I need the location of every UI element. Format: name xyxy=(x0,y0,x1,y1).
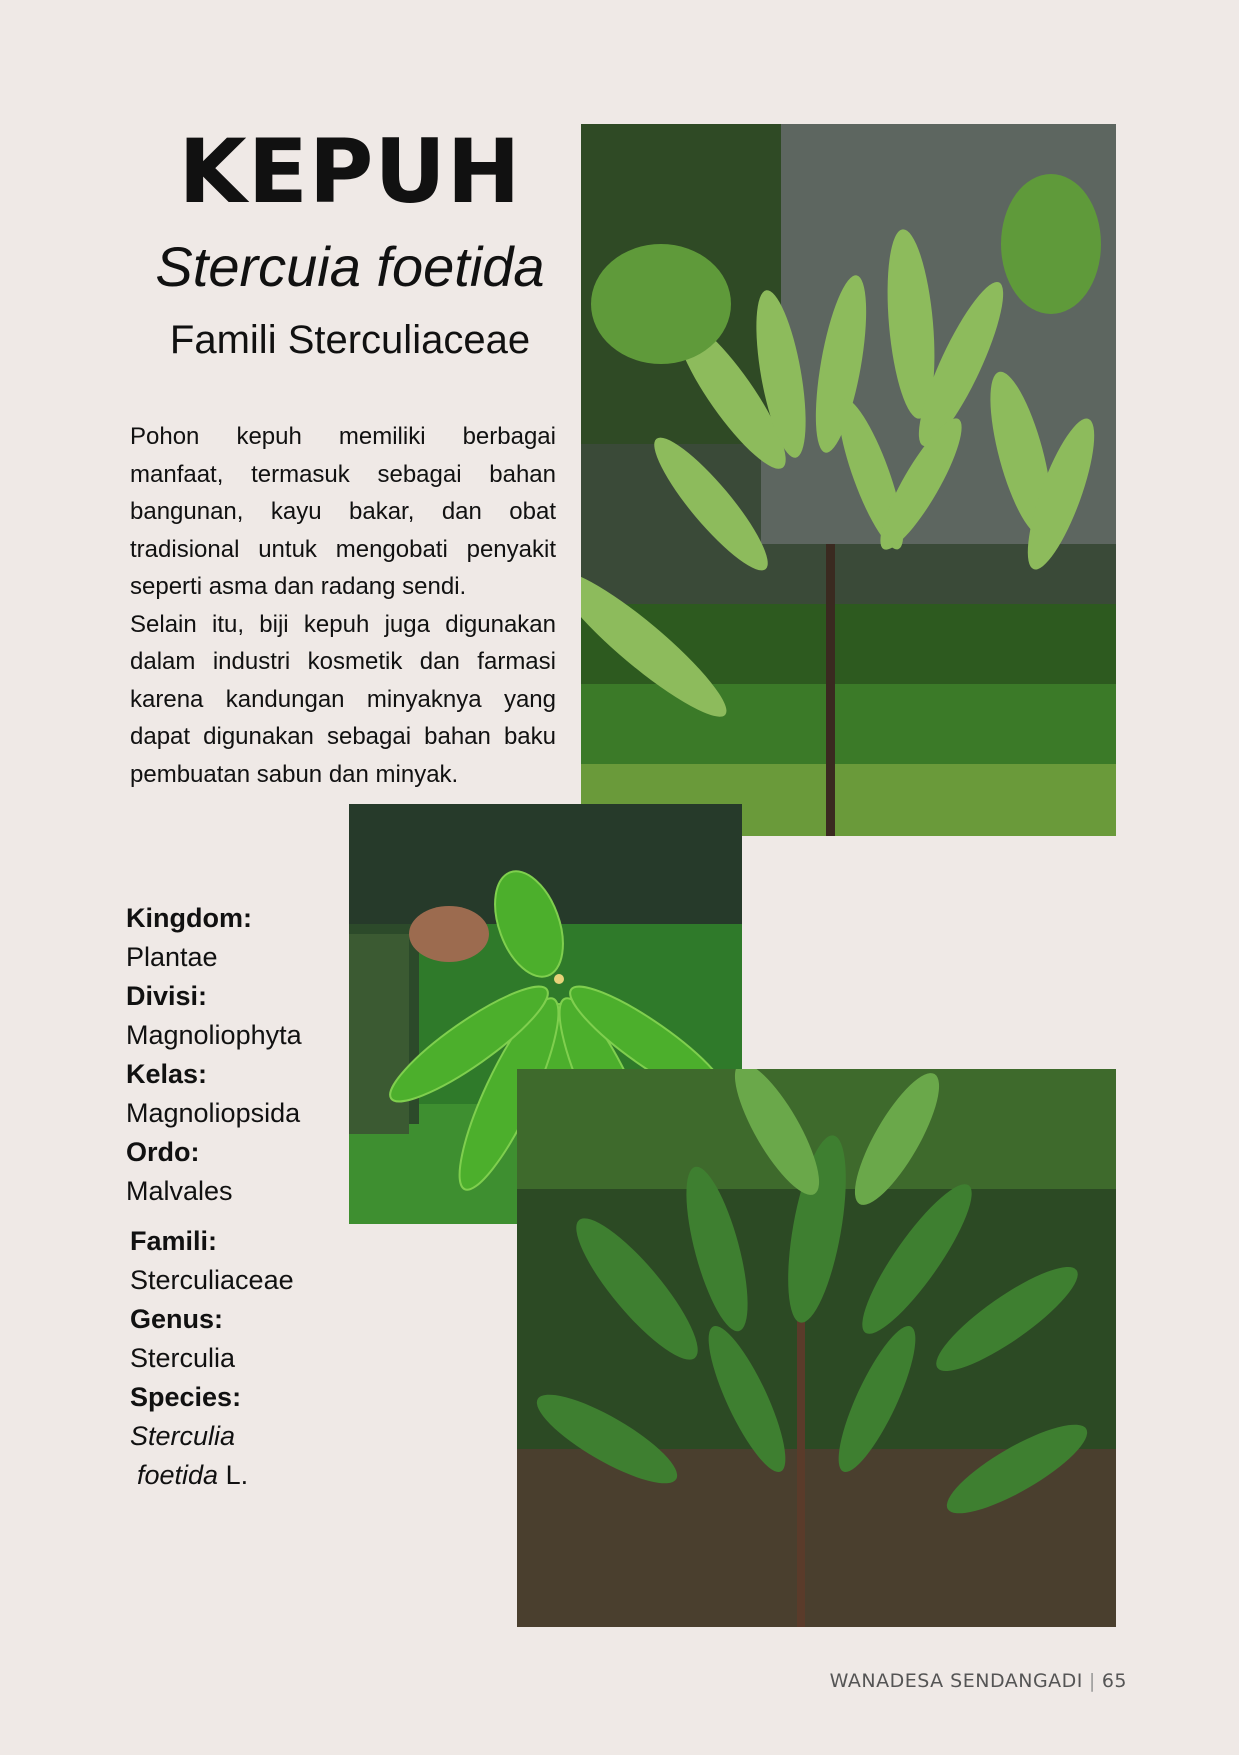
genus-value: Sterculia xyxy=(130,1343,236,1373)
ordo-value: Malvales xyxy=(126,1176,233,1206)
genus-label: Genus: xyxy=(130,1304,224,1334)
species-author: L. xyxy=(225,1460,249,1490)
description-paragraph-1: Pohon kepuh memiliki berbagai manfaat, termasuk sebagai bahan bangunan, kayu bakar, dan obat tradisional untuk mengobati penyakit seperti asma dan radang sendi. xyxy=(130,423,556,600)
ordo-label: Ordo: xyxy=(126,1137,200,1167)
footer-separator: | xyxy=(1088,1670,1096,1692)
foliage-photo xyxy=(517,1069,1116,1627)
family-subtitle: Famili Sterculiaceae xyxy=(169,318,531,362)
species-epithet-line xyxy=(130,1456,294,1495)
divisi-label: Divisi: xyxy=(126,981,208,1011)
famili-label: Famili: xyxy=(130,1226,218,1256)
footer xyxy=(830,1670,1127,1692)
famili-value: Sterculiaceae xyxy=(130,1265,294,1295)
species-label: Species: xyxy=(130,1382,242,1412)
scientific-name: Stercuia foetida xyxy=(155,235,545,298)
taxonomy-block-upper xyxy=(126,899,302,1211)
species-genus: Sterculia xyxy=(130,1421,236,1451)
description xyxy=(130,418,556,793)
taxonomy-block-lower xyxy=(130,1222,294,1495)
page-title: KEPUH xyxy=(178,120,522,223)
page-number: 65 xyxy=(1101,1670,1127,1692)
kingdom-label: Kingdom: xyxy=(126,903,252,933)
tree-photo xyxy=(581,124,1116,836)
divisi-value: Magnoliophyta xyxy=(126,1020,302,1050)
kingdom-value: Plantae xyxy=(126,942,218,972)
species-epithet: foetida xyxy=(137,1460,219,1490)
publication-name: WANADESA SENDANGADI xyxy=(829,1670,1083,1692)
kelas-value: Magnoliopsida xyxy=(126,1098,301,1128)
description-paragraph-2: Selain itu, biji kepuh juga digunakan dalam industri kosmetik dan farmasi karena kandungan minyaknya yang dapat digunakan sebagai bahan baku pembuatan sabun dan minyak. xyxy=(130,610,556,788)
kelas-label: Kelas: xyxy=(126,1059,208,1089)
